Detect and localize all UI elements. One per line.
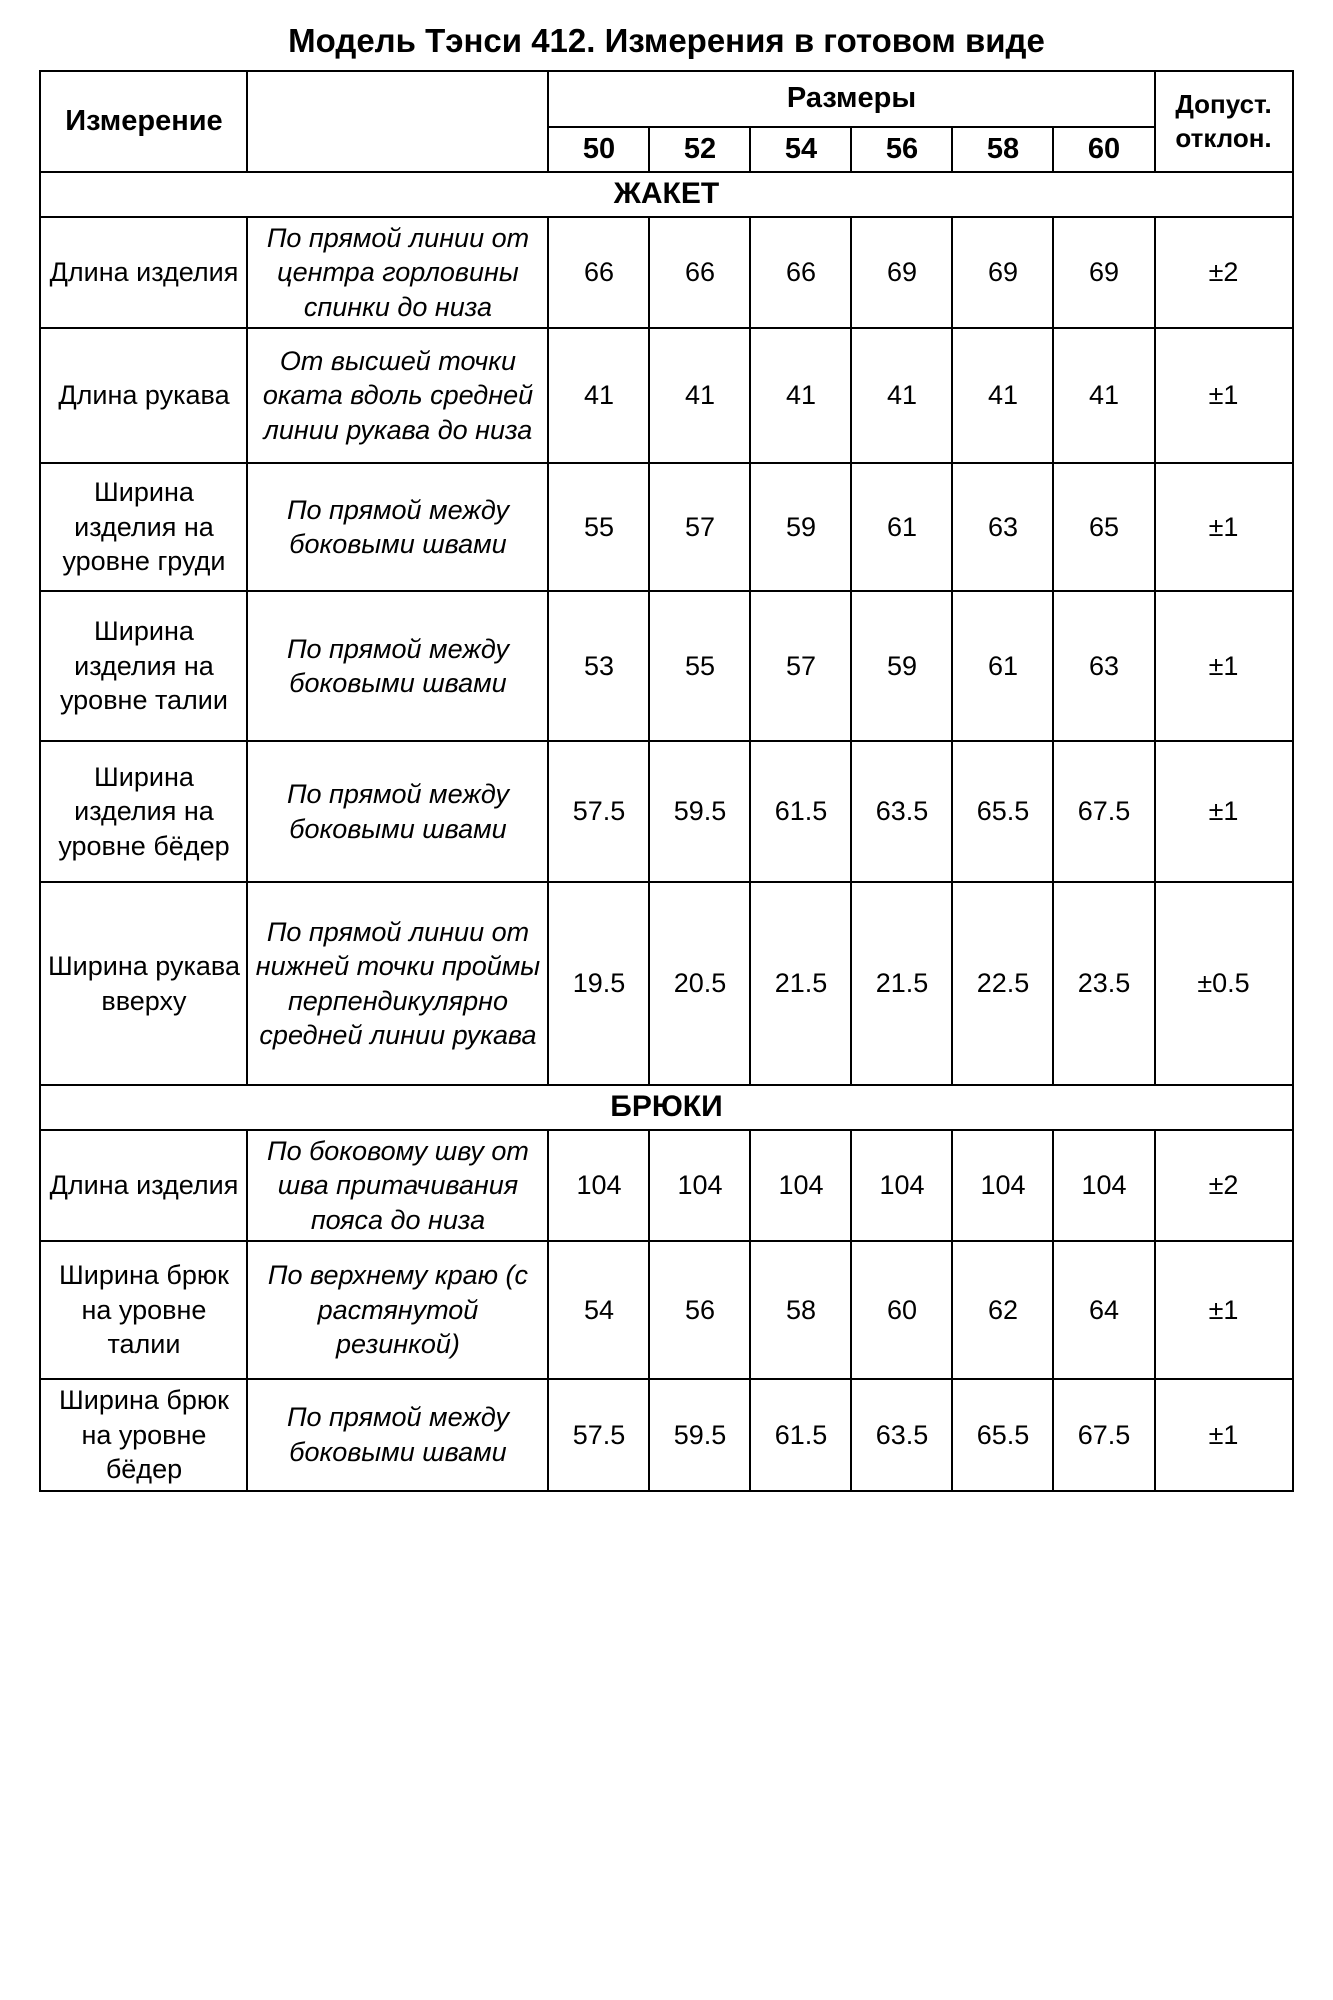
measurement-value: 41 <box>851 328 952 463</box>
tolerance-value: ±1 <box>1155 1241 1293 1379</box>
measurement-value: 41 <box>649 328 750 463</box>
measurement-value: 19.5 <box>548 882 649 1085</box>
measurement-label: Ширина брюк на уровне бёдер <box>40 1379 247 1491</box>
measurement-value: 67.5 <box>1053 1379 1154 1491</box>
measurement-value: 67.5 <box>1053 741 1154 882</box>
tolerance-value: ±1 <box>1155 463 1293 591</box>
size-column-header: 52 <box>649 127 750 172</box>
measurement-value: 55 <box>649 591 750 741</box>
header-row-top <box>40 71 1292 127</box>
section-banner: БРЮКИ <box>40 1085 1292 1129</box>
measurement-label: Ширина изделия на уровне бёдер <box>40 741 247 882</box>
measurement-method: По прямой между боковыми швами <box>247 591 548 741</box>
measurement-value: 66 <box>649 217 750 329</box>
measurement-value: 57 <box>649 463 750 591</box>
table-row <box>40 1130 1292 1242</box>
measurement-value: 41 <box>548 328 649 463</box>
measurement-value: 53 <box>548 591 649 741</box>
measurement-method: По прямой линии от центра горловины спинки до низа <box>247 217 548 329</box>
measurement-value: 61 <box>952 591 1053 741</box>
tolerance-header-line1: Допуст. <box>1175 88 1272 119</box>
measurement-value: 57 <box>750 591 851 741</box>
table-row <box>40 217 1292 329</box>
measurement-value: 104 <box>750 1130 851 1242</box>
measurement-value: 54 <box>548 1241 649 1379</box>
table-row <box>40 741 1292 882</box>
measurement-method: По прямой линии от нижней точки проймы перпендикулярно средней линии рукава <box>247 882 548 1085</box>
section-banner-row <box>40 172 1292 216</box>
method-column-header <box>247 71 548 172</box>
measurement-value: 59 <box>750 463 851 591</box>
measurement-value: 63.5 <box>851 1379 952 1491</box>
size-column-header: 50 <box>548 127 649 172</box>
tolerance-value: ±1 <box>1155 328 1293 463</box>
measure-column-header: Измерение <box>40 71 247 172</box>
tolerance-value: ±2 <box>1155 217 1293 329</box>
tolerance-value: ±2 <box>1155 1130 1293 1242</box>
measurement-value: 23.5 <box>1053 882 1154 1085</box>
measurement-label: Ширина брюк на уровне талии <box>40 1241 247 1379</box>
tolerance-header-line2: отклон. <box>1175 122 1272 153</box>
tolerance-value: ±0.5 <box>1155 882 1293 1085</box>
measurement-value: 41 <box>952 328 1053 463</box>
measurement-value: 57.5 <box>548 741 649 882</box>
measurement-method: По прямой между боковыми швами <box>247 1379 548 1491</box>
measurement-value: 20.5 <box>649 882 750 1085</box>
measurement-label: Ширина изделия на уровне груди <box>40 463 247 591</box>
measurement-value: 41 <box>750 328 851 463</box>
measurement-label: Длина изделия <box>40 217 247 329</box>
measurement-value: 59.5 <box>649 1379 750 1491</box>
measurement-method: По прямой между боковыми швами <box>247 463 548 591</box>
measurement-value: 104 <box>851 1130 952 1242</box>
table-row <box>40 882 1292 1085</box>
tolerance-column-header <box>1155 71 1293 172</box>
measurement-value: 22.5 <box>952 882 1053 1085</box>
sizes-group-header: Размеры <box>548 71 1154 127</box>
size-column-header: 54 <box>750 127 851 172</box>
section-banner: ЖАКЕТ <box>40 172 1292 216</box>
measurement-value: 69 <box>952 217 1053 329</box>
tolerance-value: ±1 <box>1155 1379 1293 1491</box>
measurement-value: 60 <box>851 1241 952 1379</box>
measurement-value: 56 <box>649 1241 750 1379</box>
measurement-label: Длина рукава <box>40 328 247 463</box>
measurement-label: Ширина рукава вверху <box>40 882 247 1085</box>
measurement-value: 61 <box>851 463 952 591</box>
measurement-value: 59.5 <box>649 741 750 882</box>
measurement-value: 104 <box>1053 1130 1154 1242</box>
measurement-method: По боковому шву от шва притачивания пояса до низа <box>247 1130 548 1242</box>
measurement-value: 104 <box>649 1130 750 1242</box>
size-column-header: 60 <box>1053 127 1154 172</box>
measurement-value: 65.5 <box>952 1379 1053 1491</box>
measurement-value: 69 <box>1053 217 1154 329</box>
measurement-value: 104 <box>952 1130 1053 1242</box>
size-column-header: 58 <box>952 127 1053 172</box>
measurement-method: По прямой между боковыми швами <box>247 741 548 882</box>
page-title: Модель Тэнси 412. Измерения в готовом виде <box>288 22 1045 59</box>
measurement-method: По верхнему краю (с растянутой резинкой) <box>247 1241 548 1379</box>
measurement-value: 63 <box>1053 591 1154 741</box>
measurement-value: 55 <box>548 463 649 591</box>
measurement-value: 58 <box>750 1241 851 1379</box>
measurement-value: 65.5 <box>952 741 1053 882</box>
measurement-value: 66 <box>548 217 649 329</box>
measurement-method: От высшей точки оката вдоль средней линии рукава до низа <box>247 328 548 463</box>
table-row <box>40 1379 1292 1491</box>
measurement-label: Длина изделия <box>40 1130 247 1242</box>
table-row <box>40 328 1292 463</box>
measurement-value: 41 <box>1053 328 1154 463</box>
size-column-header: 56 <box>851 127 952 172</box>
measurement-value: 63.5 <box>851 741 952 882</box>
measurement-value: 65 <box>1053 463 1154 591</box>
section-banner-row <box>40 1085 1292 1129</box>
table-row <box>40 1241 1292 1379</box>
tolerance-value: ±1 <box>1155 741 1293 882</box>
measurement-value: 61.5 <box>750 741 851 882</box>
measurements-table <box>39 70 1293 1492</box>
measurement-value: 57.5 <box>548 1379 649 1491</box>
measurement-value: 61.5 <box>750 1379 851 1491</box>
measurement-value: 21.5 <box>750 882 851 1085</box>
measurement-value: 63 <box>952 463 1053 591</box>
measurement-value: 59 <box>851 591 952 741</box>
measurement-value: 69 <box>851 217 952 329</box>
measurement-value: 21.5 <box>851 882 952 1085</box>
table-row <box>40 463 1292 591</box>
measurement-value: 66 <box>750 217 851 329</box>
measurement-value: 104 <box>548 1130 649 1242</box>
measurement-value: 64 <box>1053 1241 1154 1379</box>
measurement-value: 62 <box>952 1241 1053 1379</box>
measurement-label: Ширина изделия на уровне талии <box>40 591 247 741</box>
tolerance-value: ±1 <box>1155 591 1293 741</box>
table-row <box>40 591 1292 741</box>
